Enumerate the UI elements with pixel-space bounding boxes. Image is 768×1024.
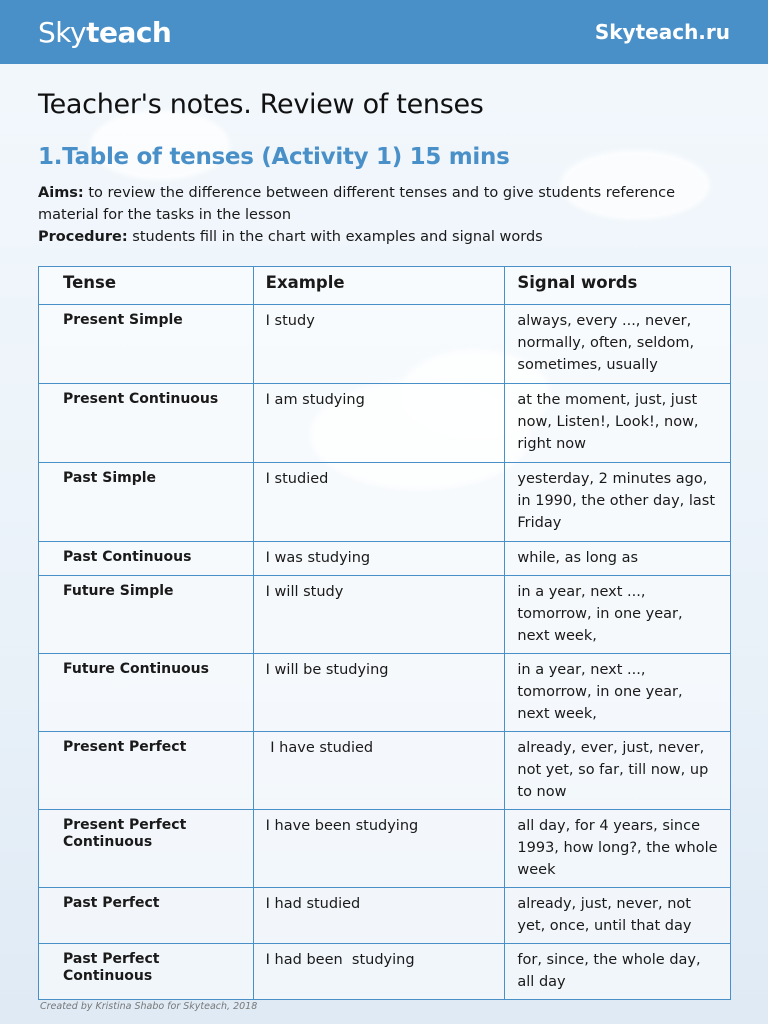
table-row xyxy=(39,576,731,654)
site-header xyxy=(0,0,768,64)
table-row xyxy=(39,384,731,463)
tense-cell: Past Simple xyxy=(39,463,254,542)
tense-cell: Future Simple xyxy=(39,576,254,654)
procedure-paragraph xyxy=(38,226,738,248)
example-cell: I have studied xyxy=(253,732,505,810)
table-row xyxy=(39,888,731,944)
aims-paragraph xyxy=(38,182,738,226)
skyteach-logo[interactable] xyxy=(38,16,171,49)
section-title: 1.Table of tenses (Activity 1) 15 mins xyxy=(38,144,510,170)
tenses-table xyxy=(38,266,731,1000)
table-row xyxy=(39,810,731,888)
column-header-signal-words: Signal words xyxy=(505,267,731,305)
table-header-row xyxy=(39,267,731,305)
example-cell: I have been studying xyxy=(253,810,505,888)
example-cell: I had studied xyxy=(253,888,505,944)
tense-cell: Past Perfect Continuous xyxy=(39,944,254,1000)
table-row xyxy=(39,944,731,1000)
signal-words-cell: in a year, next ..., tomorrow, in one year, next week, xyxy=(505,654,731,732)
signal-words-cell: for, since, the whole day, all day xyxy=(505,944,731,1000)
signal-words-cell: yesterday, 2 minutes ago, in 1990, the other day, last Friday xyxy=(505,463,731,542)
site-link[interactable]: Skyteach.ru xyxy=(594,20,730,44)
example-cell: I had been studying xyxy=(253,944,505,1000)
footer-credit: Created by Kristina Shabo for Skyteach, 2018 xyxy=(40,1001,258,1012)
tense-cell: Present Continuous xyxy=(39,384,254,463)
signal-words-cell: at the moment, just, just now, Listen!, Look!, now, right now xyxy=(505,384,731,463)
procedure-text: students fill in the chart with examples and signal words xyxy=(127,229,543,245)
table-row xyxy=(39,305,731,384)
signal-words-cell: already, ever, just, never, not yet, so far, till now, up to now xyxy=(505,732,731,810)
intro-text xyxy=(38,182,738,248)
signal-words-cell: already, just, never, not yet, once, until that day xyxy=(505,888,731,944)
procedure-label: Procedure: xyxy=(38,229,128,245)
tense-cell: Future Continuous xyxy=(39,654,254,732)
column-header-example: Example xyxy=(253,267,505,305)
table-row xyxy=(39,542,731,576)
main-content xyxy=(38,86,738,248)
example-cell: I study xyxy=(253,305,505,384)
logo-text-light: Sky xyxy=(38,15,87,49)
aims-text: to review the difference between different tenses and to give students reference material for the tasks in the lesson xyxy=(38,185,676,223)
example-cell: I will study xyxy=(253,576,505,654)
tense-cell: Past Continuous xyxy=(39,542,254,576)
example-cell: I studied xyxy=(253,463,505,542)
page-title: Teacher's notes. Review of tenses xyxy=(38,89,484,120)
signal-words-cell: always, every ..., never, normally, often, seldom, sometimes, usually xyxy=(505,305,731,384)
table-row xyxy=(39,732,731,810)
aims-label: Aims: xyxy=(38,185,84,201)
example-cell: I will be studying xyxy=(253,654,505,732)
tense-cell: Present Simple xyxy=(39,305,254,384)
logo-text-bold: teach xyxy=(86,15,172,49)
signal-words-cell: in a year, next ..., tomorrow, in one year, next week, xyxy=(505,576,731,654)
tense-cell: Past Perfect xyxy=(39,888,254,944)
table-row xyxy=(39,654,731,732)
example-cell: I am studying xyxy=(253,384,505,463)
example-cell: I was studying xyxy=(253,542,505,576)
tense-cell: Present Perfect Continuous xyxy=(39,810,254,888)
table-row xyxy=(39,463,731,542)
tense-cell: Present Perfect xyxy=(39,732,254,810)
signal-words-cell: all day, for 4 years, since 1993, how long?, the whole week xyxy=(505,810,731,888)
column-header-tense: Tense xyxy=(39,267,254,305)
signal-words-cell: while, as long as xyxy=(505,542,731,576)
